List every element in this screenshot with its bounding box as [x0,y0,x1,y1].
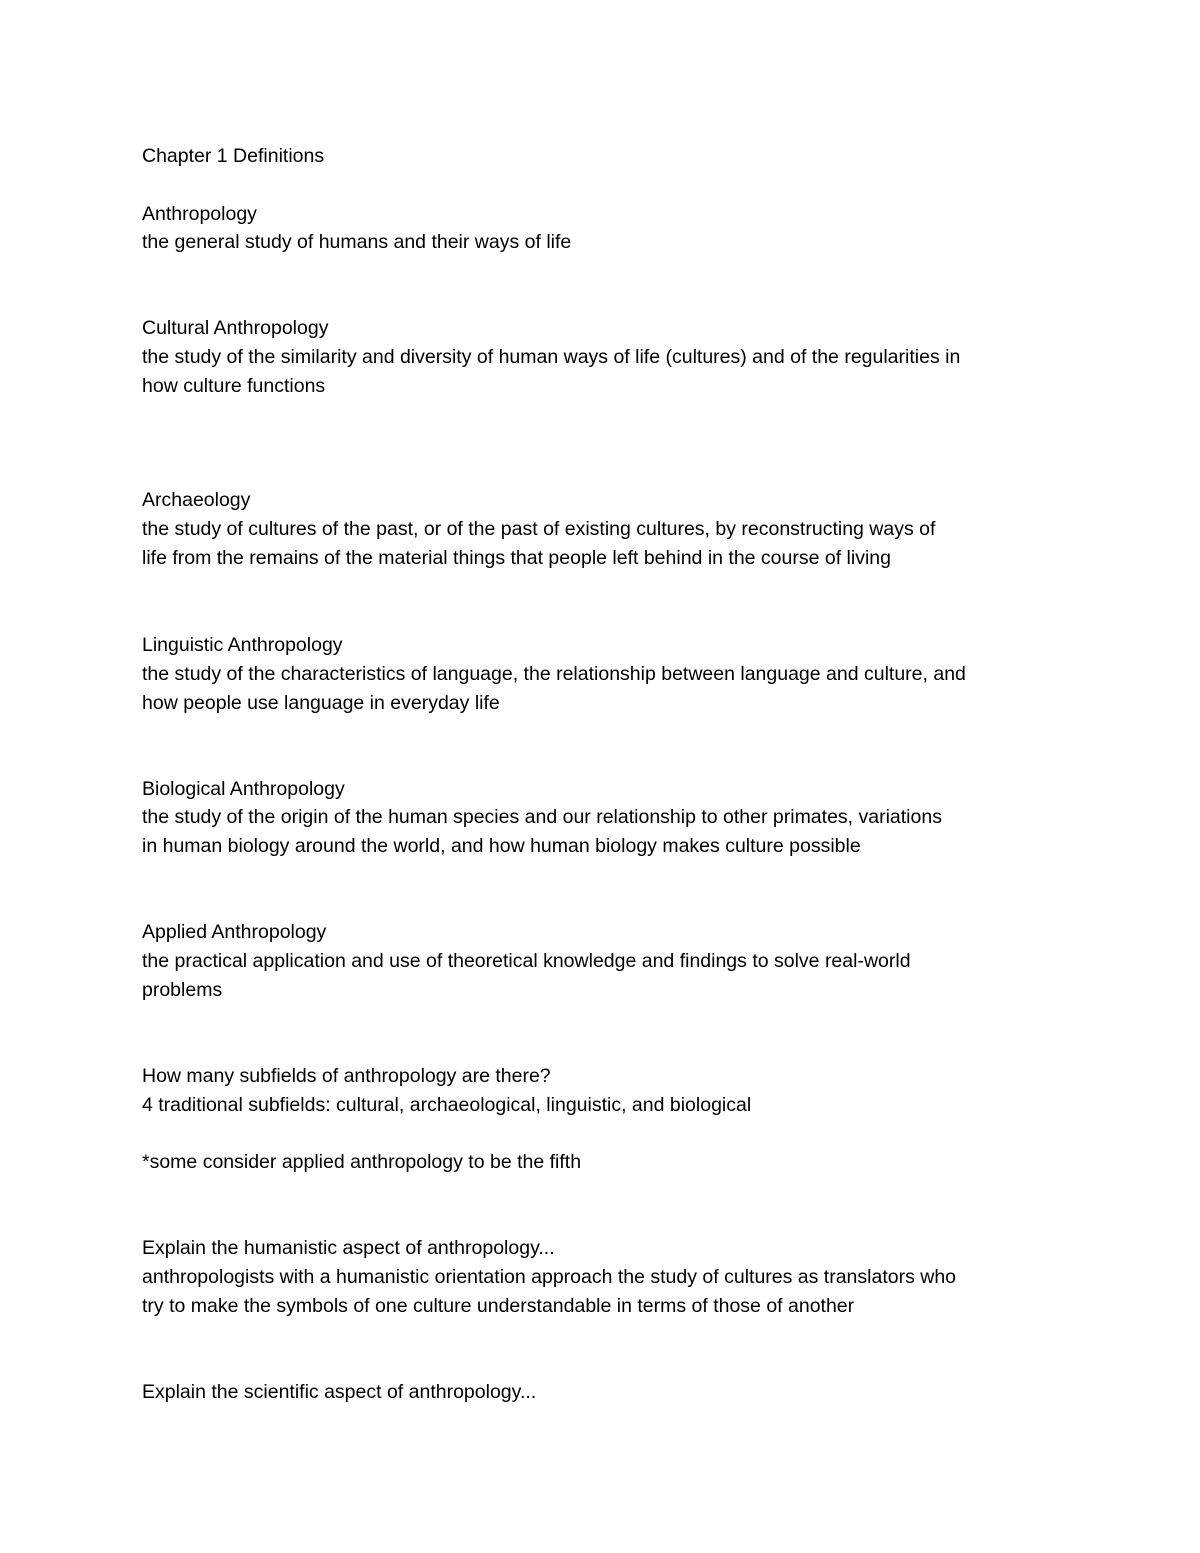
definition-line: the practical application and use of theoretical knowledge and findings to solve real-world [142,950,911,972]
term: Cultural Anthropology [142,317,329,339]
answer-line: 4 traditional subfields: cultural, archaeological, linguistic, and biological [142,1094,752,1116]
answer-line: anthropologists with a humanistic orientation approach the study of cultures as translators who [142,1266,957,1288]
definition-line: how culture functions [142,375,326,397]
term: Anthropology [142,203,257,225]
definition-line: how people use language in everyday life [142,692,500,714]
term: Applied Anthropology [142,921,327,943]
term: Biological Anthropology [142,778,345,800]
page-title: Chapter 1 Definitions [142,145,325,167]
term: Archaeology [142,489,251,511]
definition-line: the study of the origin of the human species and our relationship to other primates, variations [142,806,942,828]
note: *some consider applied anthropology to be the fifth [142,1151,582,1173]
definition-line: in human biology around the world, and how human biology makes culture possible [142,835,861,857]
definition-line: the study of the characteristics of language, the relationship between language and culture, and [142,663,966,685]
definition-line: the general study of humans and their ways of life [142,231,572,253]
definition-line: life from the remains of the material things that people left behind in the course of living [142,547,891,569]
definition-line: the study of the similarity and diversity of human ways of life (cultures) and of the regularities in [142,346,961,368]
term: Linguistic Anthropology [142,634,343,656]
definition-line: problems [142,979,223,1001]
question: How many subfields of anthropology are there? [142,1065,551,1087]
question: Explain the scientific aspect of anthropology... [142,1381,537,1403]
question: Explain the humanistic aspect of anthropology... [142,1237,555,1259]
answer-line: try to make the symbols of one culture understandable in terms of those of another [142,1295,855,1317]
definition-line: the study of cultures of the past, or of the past of existing cultures, by reconstructing ways of [142,518,936,540]
